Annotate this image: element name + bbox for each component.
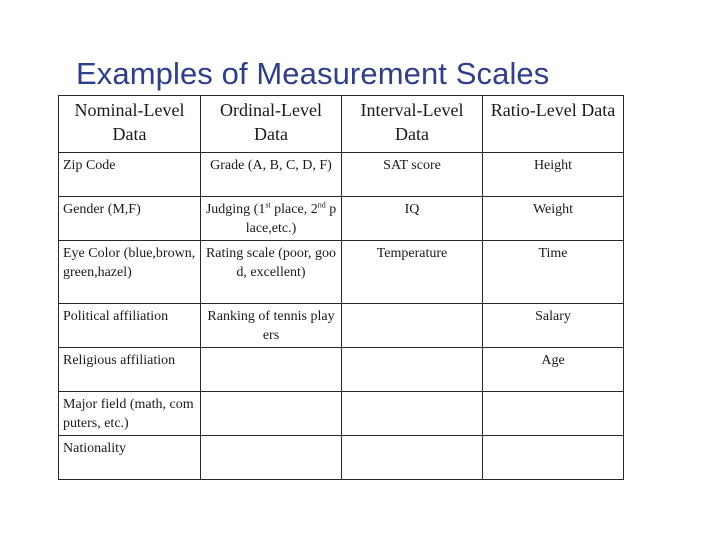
ratio-cell: Age bbox=[483, 348, 624, 392]
interval-cell bbox=[342, 392, 483, 436]
interval-cell bbox=[342, 348, 483, 392]
ratio-cell bbox=[483, 436, 624, 480]
ratio-cell: Time bbox=[483, 241, 624, 304]
ratio-cell: Height bbox=[483, 153, 624, 197]
nominal-cell: Religious affiliation bbox=[59, 348, 201, 392]
interval-cell bbox=[342, 304, 483, 348]
nominal-cell: Eye Color (blue,brown,green,hazel) bbox=[59, 241, 201, 304]
interval-cell: IQ bbox=[342, 197, 483, 241]
ordinal-cell: Grade (A, B, C, D, F) bbox=[201, 153, 342, 197]
ordinal-cell bbox=[201, 436, 342, 480]
table-row bbox=[59, 348, 624, 392]
header-nominal: Nominal-Level Data bbox=[59, 96, 201, 153]
table-row bbox=[59, 241, 624, 304]
interval-cell: SAT score bbox=[342, 153, 483, 197]
interval-cell: Temperature bbox=[342, 241, 483, 304]
ratio-cell: Weight bbox=[483, 197, 624, 241]
ordinal-cell bbox=[201, 348, 342, 392]
interval-cell bbox=[342, 436, 483, 480]
slide-title: Examples of Measurement Scales bbox=[76, 56, 550, 91]
header-interval: Interval-Level Data bbox=[342, 96, 483, 153]
table-row bbox=[59, 436, 624, 480]
header-ratio: Ratio-Level Data bbox=[483, 96, 624, 153]
header-ordinal: Ordinal-Level Data bbox=[201, 96, 342, 153]
ordinal-cell: Judging (1st place, 2nd place,etc.) bbox=[201, 197, 342, 241]
table-row bbox=[59, 304, 624, 348]
nominal-cell: Major field (math, computers, etc.) bbox=[59, 392, 201, 436]
ratio-cell bbox=[483, 392, 624, 436]
ordinal-cell: Rating scale (poor, good, excellent) bbox=[201, 241, 342, 304]
table-row bbox=[59, 153, 624, 197]
table-row bbox=[59, 392, 624, 436]
nominal-cell: Political affiliation bbox=[59, 304, 201, 348]
nominal-cell: Nationality bbox=[59, 436, 201, 480]
nominal-cell: Gender (M,F) bbox=[59, 197, 201, 241]
measurement-scales-table bbox=[58, 95, 624, 480]
table-row bbox=[59, 197, 624, 241]
table-header-row bbox=[59, 96, 624, 153]
nominal-cell: Zip Code bbox=[59, 153, 201, 197]
ordinal-cell: Ranking of tennis players bbox=[201, 304, 342, 348]
ordinal-cell bbox=[201, 392, 342, 436]
ratio-cell: Salary bbox=[483, 304, 624, 348]
